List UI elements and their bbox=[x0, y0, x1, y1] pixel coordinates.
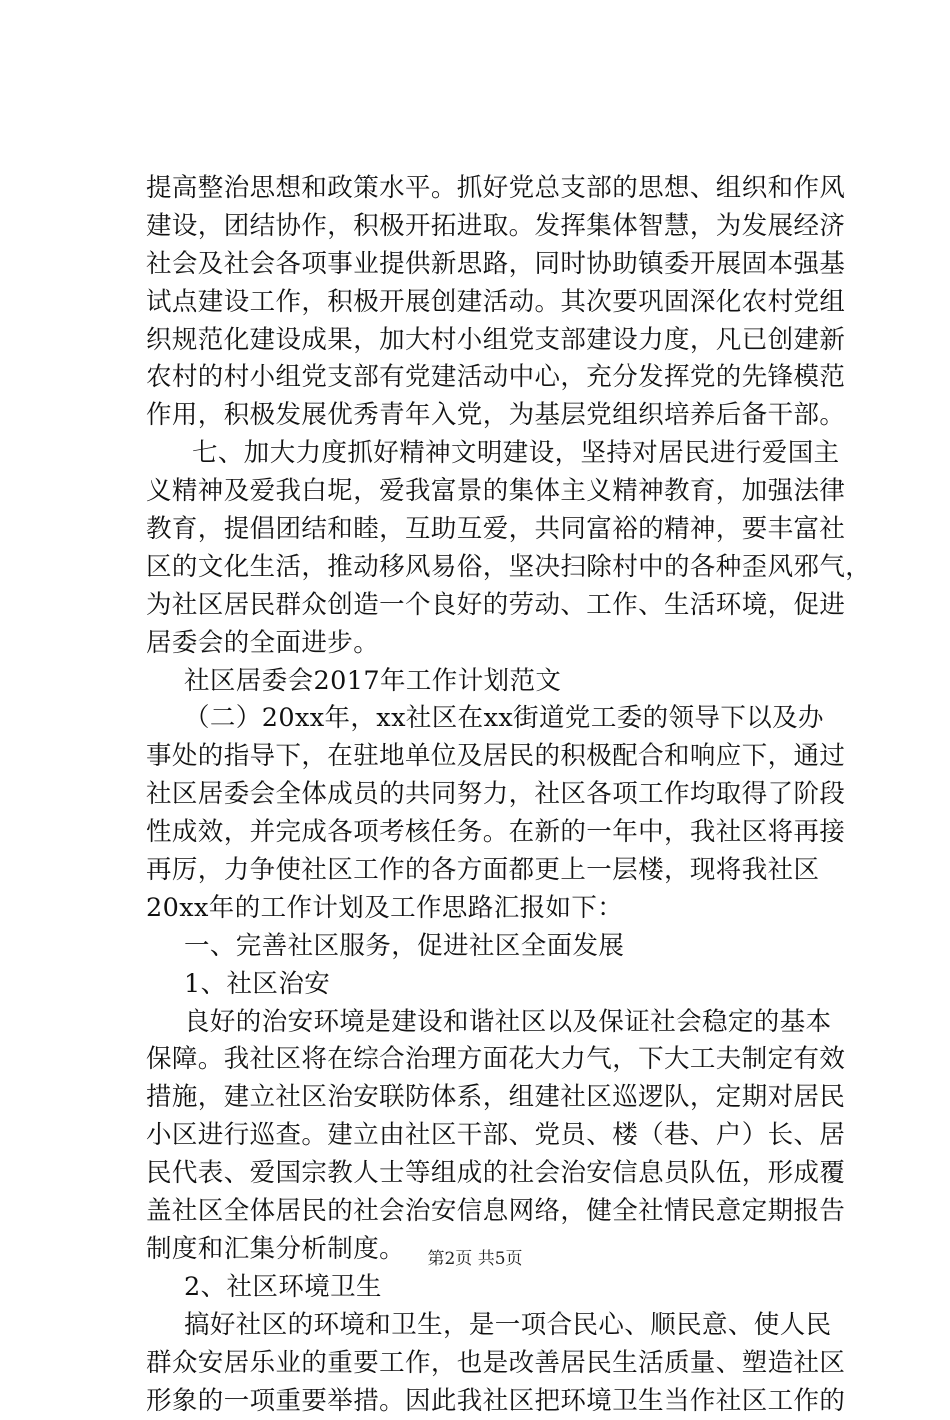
text-line: 农村的村小组党支部有党建活动中心，充分发挥党的先锋模范 bbox=[146, 359, 826, 397]
text-line: 盖社区全体居民的社会治安信息网络，健全社情民意定期报告 bbox=[146, 1193, 826, 1231]
text-line: 小区进行巡查。建立由社区干部、党员、楼（巷、户）长、居 bbox=[146, 1117, 826, 1155]
text-line: 试点建设工作，积极开展创建活动。其次要巩固深化农村党组 bbox=[146, 284, 826, 322]
text-line: 织规范化建设成果，加大村小组党支部建设力度，凡已创建新 bbox=[146, 322, 826, 360]
text-line: 为社区居民群众创造一个良好的劳动、工作、生活环境，促进 bbox=[146, 587, 826, 625]
section-heading: 七、加大力度抓好精神文明建设，坚持对居民进行爱国主 bbox=[146, 435, 826, 473]
text-line: 形象的一项重要举措。因此我社区把环境卫生当作社区工作的 bbox=[146, 1383, 826, 1420]
text-line: 提高整治思想和政策水平。抓好党总支部的思想、组织和作风 bbox=[146, 170, 826, 208]
text-line: 民代表、爱国宗教人士等组成的社会治安信息员队伍，形成覆 bbox=[146, 1155, 826, 1193]
text-line: （二）20xx年，xx社区在xx街道党工委的领导下以及办 bbox=[146, 700, 826, 738]
text-line: 社会及社会各项事业提供新思路，同时协助镇委开展固本强基 bbox=[146, 246, 826, 284]
article-title: 社区居委会2017年工作计划范文 bbox=[146, 663, 826, 701]
text-line: 保障。我社区将在综合治理方面花大力气，下大工夫制定有效 bbox=[146, 1041, 826, 1079]
text-line: 群众安居乐业的重要工作，也是改善居民生活质量、塑造社区 bbox=[146, 1345, 826, 1383]
text-line: 搞好社区的环境和卫生，是一项合民心、顺民意、使人民 bbox=[146, 1307, 826, 1345]
text-line: 良好的治安环境是建设和谐社区以及保证社会稳定的基本 bbox=[146, 1004, 826, 1042]
text-line: 居委会的全面进步。 bbox=[146, 625, 826, 663]
page-footer: 第2页 共5页 bbox=[0, 1244, 950, 1269]
text-line: 性成效，并完成各项考核任务。在新的一年中，我社区将再接 bbox=[146, 814, 826, 852]
document-body bbox=[146, 170, 826, 1420]
text-line: 教育，提倡团结和睦，互助互爱，共同富裕的精神，要丰富社 bbox=[146, 511, 826, 549]
text-line: 制度和汇集分析制度。 bbox=[146, 1231, 826, 1269]
text-line: 建设，团结协作，积极开拓进取。发挥集体智慧，为发展经济 bbox=[146, 208, 826, 246]
text-line: 义精神及爱我白坭，爱我富景的集体主义精神教育，加强法律 bbox=[146, 473, 826, 511]
text-line: 作用，积极发展优秀青年入党，为基层党组织培养后备干部。 bbox=[146, 397, 826, 435]
section-heading: 一、完善社区服务，促进社区全面发展 bbox=[146, 928, 826, 966]
text-line: 区的文化生活，推动移风易俗，坚决扫除村中的各种歪风邪气， bbox=[146, 549, 826, 587]
text-line: 再厉，力争使社区工作的各方面都更上一层楼，现将我社区 bbox=[146, 852, 826, 890]
subsection-heading: 2、社区环境卫生 bbox=[146, 1269, 826, 1307]
text-line: 20xx年的工作计划及工作思路汇报如下： bbox=[146, 890, 826, 928]
text-line: 事处的指导下，在驻地单位及居民的积极配合和响应下，通过 bbox=[146, 738, 826, 776]
text-line: 社区居委会全体成员的共同努力，社区各项工作均取得了阶段 bbox=[146, 776, 826, 814]
text-line: 措施，建立社区治安联防体系，组建社区巡逻队，定期对居民 bbox=[146, 1079, 826, 1117]
subsection-heading: 1、社区治安 bbox=[146, 966, 826, 1004]
